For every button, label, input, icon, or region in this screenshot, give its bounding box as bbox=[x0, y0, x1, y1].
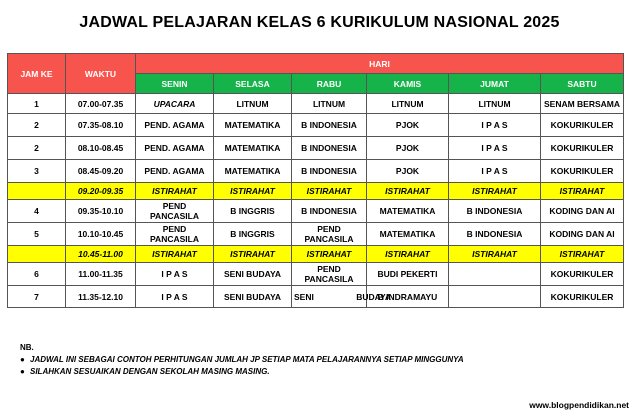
cell-sabtu: KOKURIKULER bbox=[541, 160, 624, 183]
cell-kamis: LITNUM bbox=[367, 94, 449, 114]
cell-jumat: I P A S bbox=[449, 114, 541, 137]
cell-kamis: MATEMATIKA bbox=[367, 200, 449, 223]
cell-jumat: ISTIRAHAT bbox=[449, 183, 541, 200]
cell-jam-ke: 3 bbox=[8, 160, 66, 183]
break-row bbox=[8, 246, 624, 263]
schedule-body bbox=[8, 94, 624, 308]
cell-senin: I P A S bbox=[136, 263, 214, 286]
break-row bbox=[8, 183, 624, 200]
cell-selasa: MATEMATIKA bbox=[214, 137, 292, 160]
cell-kamis: MATEMATIKA bbox=[367, 223, 449, 246]
cell-waktu: 07.00-07.35 bbox=[66, 94, 136, 114]
cell-senin: PEND. AGAMA bbox=[136, 160, 214, 183]
cell-selasa: B INGGRIS bbox=[214, 200, 292, 223]
cell-rabu: SENI BUDAYA bbox=[292, 286, 367, 308]
cell-senin: ISTIRAHAT bbox=[136, 183, 214, 200]
schedule-table bbox=[7, 53, 624, 308]
notes-heading: NB. bbox=[20, 343, 34, 352]
cell-selasa: B INGGRIS bbox=[214, 223, 292, 246]
cell-senin: PEND PANCASILA bbox=[136, 223, 214, 246]
cell-waktu: 09.20-09.35 bbox=[66, 183, 136, 200]
cell-jam-ke bbox=[8, 183, 66, 200]
cell-waktu: 08.45-09.20 bbox=[66, 160, 136, 183]
lesson-row bbox=[8, 223, 624, 246]
cell-rabu: PEND PANCASILA bbox=[292, 223, 367, 246]
cell-selasa: ISTIRAHAT bbox=[214, 246, 292, 263]
header-hari: HARI bbox=[136, 54, 624, 74]
cell-sabtu: KODING DAN AI bbox=[541, 200, 624, 223]
cell-senin: PEND PANCASILA bbox=[136, 200, 214, 223]
page-title: JADWAL PELAJARAN KELAS 6 KURIKULUM NASIONAL 2025 bbox=[79, 14, 560, 31]
cell-sabtu: KOKURIKULER bbox=[541, 263, 624, 286]
cell-senin: PEND. AGAMA bbox=[136, 114, 214, 137]
cell-kamis: PJOK bbox=[367, 160, 449, 183]
cell-jumat bbox=[449, 263, 541, 286]
cell-selasa: ISTIRAHAT bbox=[214, 183, 292, 200]
cell-sabtu: KODING DAN AI bbox=[541, 223, 624, 246]
cell-jumat bbox=[449, 286, 541, 308]
cell-rabu: B INDONESIA bbox=[292, 160, 367, 183]
cell-sabtu: SENAM BERSAMA bbox=[541, 94, 624, 114]
lesson-row bbox=[8, 94, 624, 114]
cell-rabu: ISTIRAHAT bbox=[292, 183, 367, 200]
cell-selasa: SENI BUDAYA bbox=[214, 263, 292, 286]
note-item: ● SILAHKAN SESUAIKAN DENGAN SEKOLAH MASING MASING. bbox=[20, 367, 270, 376]
cell-jam-ke: 2 bbox=[8, 114, 66, 137]
cell-selasa: MATEMATIKA bbox=[214, 114, 292, 137]
cell-jumat: I P A S bbox=[449, 137, 541, 160]
cell-sabtu: KOKURIKULER bbox=[541, 286, 624, 308]
header-day-selasa: SELASA bbox=[214, 74, 292, 94]
notes bbox=[20, 342, 464, 378]
cell-jumat: B INDONESIA bbox=[449, 223, 541, 246]
header-day-senin: SENIN bbox=[136, 74, 214, 94]
header-jam-ke: JAM KE bbox=[8, 54, 66, 94]
cell-sabtu: KOKURIKULER bbox=[541, 137, 624, 160]
lesson-row bbox=[8, 137, 624, 160]
cell-rabu: B INDONESIA bbox=[292, 200, 367, 223]
cell-rabu: LITNUM bbox=[292, 94, 367, 114]
cell-kamis: B INDRAMAYU bbox=[367, 286, 449, 308]
cell-rabu: B INDONESIA bbox=[292, 137, 367, 160]
cell-waktu: 08.10-08.45 bbox=[66, 137, 136, 160]
cell-senin: UPACARA bbox=[136, 94, 214, 114]
cell-rabu: PEND PANCASILA bbox=[292, 263, 367, 286]
cell-kamis: ISTIRAHAT bbox=[367, 246, 449, 263]
cell-waktu: 07.35-08.10 bbox=[66, 114, 136, 137]
cell-senin: PEND. AGAMA bbox=[136, 137, 214, 160]
cell-jam-ke bbox=[8, 246, 66, 263]
cell-waktu: 09.35-10.10 bbox=[66, 200, 136, 223]
cell-selasa: LITNUM bbox=[214, 94, 292, 114]
cell-selasa: SENI BUDAYA bbox=[214, 286, 292, 308]
header-day-kamis: KAMIS bbox=[367, 74, 449, 94]
header-waktu: WAKTU bbox=[66, 54, 136, 94]
header-day-rabu: RABU bbox=[292, 74, 367, 94]
cell-rabu: B INDONESIA bbox=[292, 114, 367, 137]
cell-jumat: ISTIRAHAT bbox=[449, 246, 541, 263]
cell-jumat: LITNUM bbox=[449, 94, 541, 114]
lesson-row bbox=[8, 286, 624, 308]
cell-waktu: 11.00-11.35 bbox=[66, 263, 136, 286]
cell-jam-ke: 1 bbox=[8, 94, 66, 114]
note-item: ● JADWAL INI SEBAGAI CONTOH PERHITUNGAN JUMLAH JP SETIAP MATA PELAJARANNYA SETIAP MINGGUNYA bbox=[20, 355, 464, 364]
note-text: JADWAL INI SEBAGAI CONTOH PERHITUNGAN JUMLAH JP SETIAP MATA PELAJARANNYA SETIAP MINGGUNYA bbox=[30, 355, 464, 364]
lesson-row bbox=[8, 160, 624, 183]
cell-jam-ke: 7 bbox=[8, 286, 66, 308]
lesson-row bbox=[8, 263, 624, 286]
cell-jam-ke: 2 bbox=[8, 137, 66, 160]
cell-senin: I P A S bbox=[136, 286, 214, 308]
cell-rabu: ISTIRAHAT bbox=[292, 246, 367, 263]
cell-selasa: MATEMATIKA bbox=[214, 160, 292, 183]
cell-waktu: 11.35-12.10 bbox=[66, 286, 136, 308]
cell-kamis: BUDI PEKERTI bbox=[367, 263, 449, 286]
header-day-jumat: JUMAT bbox=[449, 74, 541, 94]
cell-jumat: I P A S bbox=[449, 160, 541, 183]
header-day-sabtu: SABTU bbox=[541, 74, 624, 94]
lesson-row bbox=[8, 114, 624, 137]
cell-kamis: PJOK bbox=[367, 114, 449, 137]
cell-senin: ISTIRAHAT bbox=[136, 246, 214, 263]
cell-kamis: ISTIRAHAT bbox=[367, 183, 449, 200]
cell-waktu: 10.10-10.45 bbox=[66, 223, 136, 246]
cell-jam-ke: 6 bbox=[8, 263, 66, 286]
cell-jam-ke: 5 bbox=[8, 223, 66, 246]
cell-kamis: PJOK bbox=[367, 137, 449, 160]
cell-jam-ke: 4 bbox=[8, 200, 66, 223]
lesson-row bbox=[8, 200, 624, 223]
cell-jumat: B INDONESIA bbox=[449, 200, 541, 223]
cell-sabtu: ISTIRAHAT bbox=[541, 246, 624, 263]
cell-waktu: 10.45-11.00 bbox=[66, 246, 136, 263]
note-text: SILAHKAN SESUAIKAN DENGAN SEKOLAH MASING MASING. bbox=[30, 367, 270, 376]
cell-sabtu: ISTIRAHAT bbox=[541, 183, 624, 200]
cell-sabtu: KOKURIKULER bbox=[541, 114, 624, 137]
footer-url: www.blogpendidikan.net bbox=[529, 400, 629, 410]
